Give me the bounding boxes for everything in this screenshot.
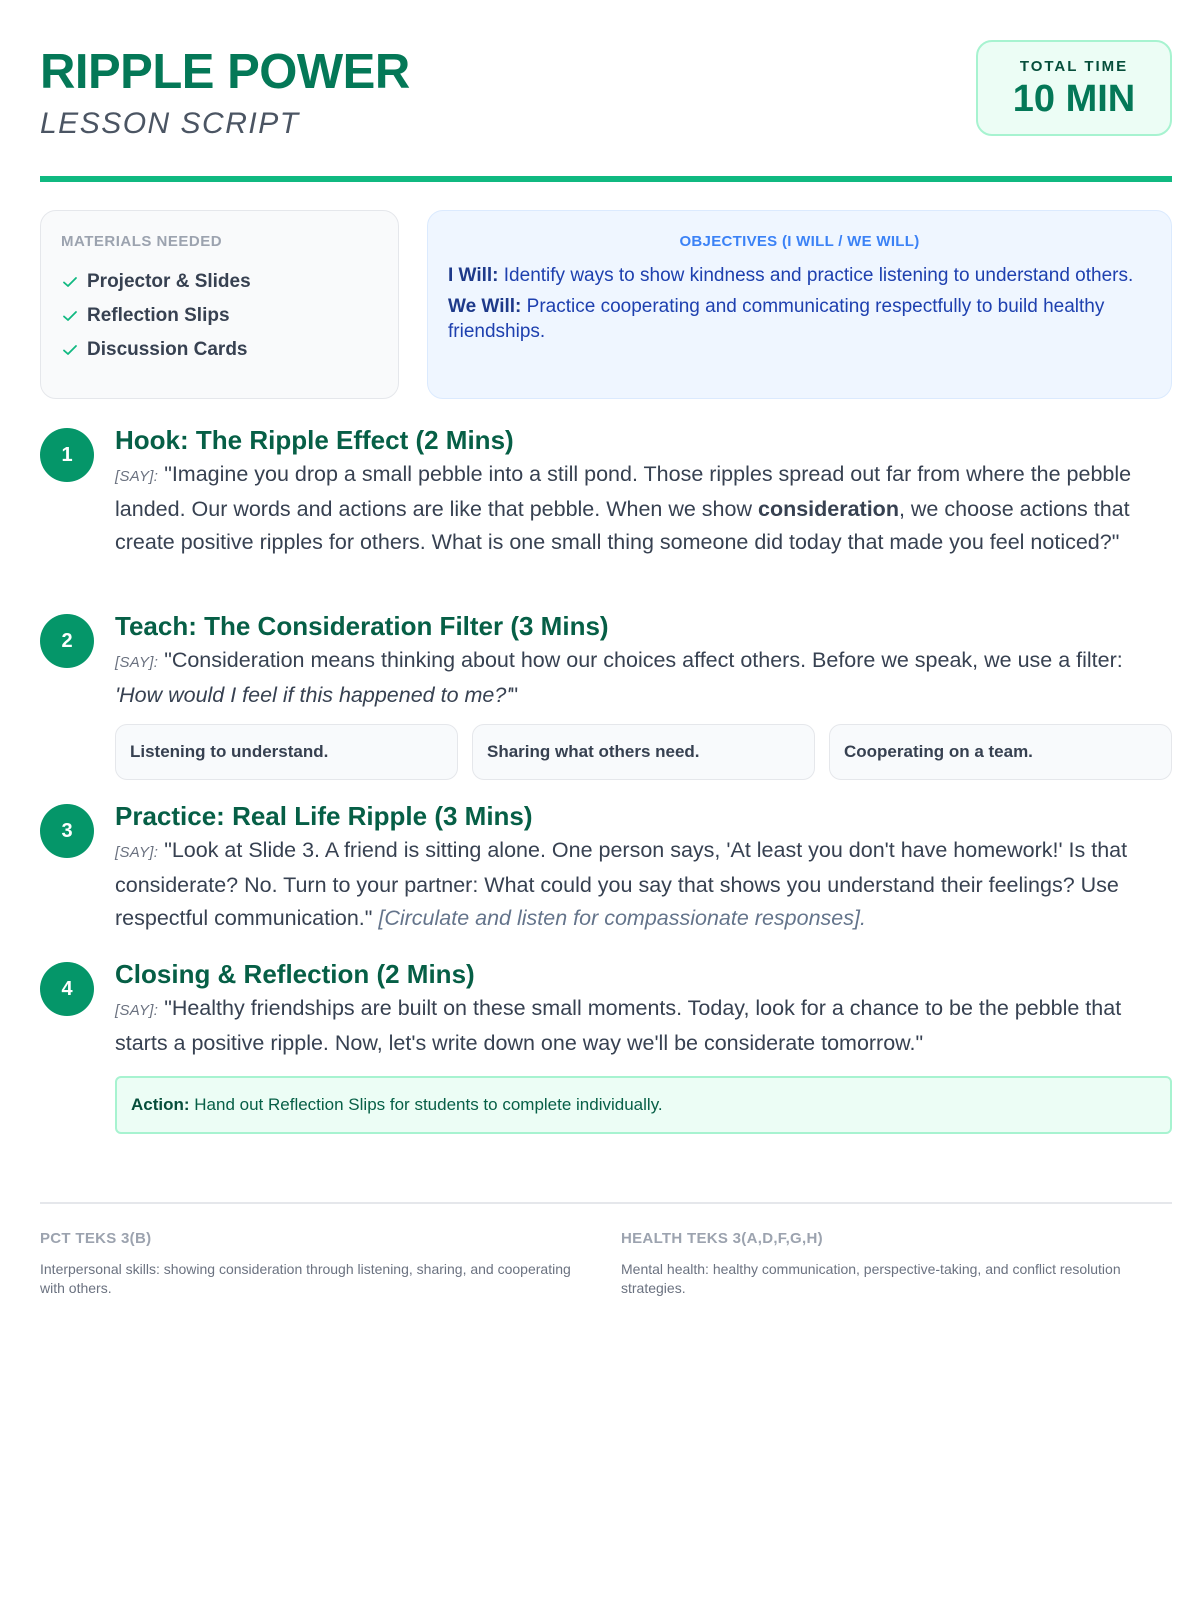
step-number-badge: 3 xyxy=(40,804,94,858)
materials-item xyxy=(61,299,378,333)
script-text: "Imagine you drop a small pebble into a still pond. Those ripples spread out far from where the pebble landed. Our words and actions are like that pebble. When we show xyxy=(115,462,1132,521)
total-time-value: 10 MIN xyxy=(1012,78,1136,120)
script-text: "Healthy friendships are built on these small moments. Today, look for a chance to be the pebble that starts a positive ripple. Now, let's write down one way we'll be considerate tomorrow." xyxy=(115,996,1122,1055)
header xyxy=(40,40,1172,144)
consideration-card: Cooperating on a team. xyxy=(829,724,1172,780)
total-time-label: TOTAL TIME xyxy=(1019,58,1129,75)
say-cue: [SAY]: xyxy=(115,468,159,485)
step-script xyxy=(115,458,1172,559)
i-will-text: Identify ways to show kindness and practice listening to understand others. xyxy=(503,265,1134,286)
standard-description: Interpersonal skills: showing consideration through listening, sharing, and cooperating with others. xyxy=(40,1261,571,1296)
consideration-cards xyxy=(115,724,1172,780)
say-cue: [SAY]: xyxy=(115,1002,159,1019)
key-term: consideration xyxy=(757,497,899,521)
teacher-note: [Circulate and listen for compassionate responses]. xyxy=(378,906,866,930)
step-number-badge: 1 xyxy=(40,428,94,482)
materials-item xyxy=(61,265,378,299)
standard-pct xyxy=(40,1230,590,1298)
action-text: Hand out Reflection Slips for students to complete individually. xyxy=(189,1095,663,1114)
page-title: RIPPLE POWER xyxy=(40,45,410,99)
standard-health xyxy=(621,1230,1171,1298)
materials-item-label: Discussion Cards xyxy=(87,339,248,360)
check-icon xyxy=(61,341,79,359)
step-script xyxy=(115,992,1172,1060)
lesson-page xyxy=(40,0,1172,1600)
action-callout xyxy=(115,1076,1172,1134)
materials-list xyxy=(61,265,378,367)
standard-title: HEALTH TEKS 3(A,D,F,G,H) xyxy=(621,1230,823,1247)
total-time-badge xyxy=(976,40,1172,136)
step-title: Hook: The Ripple Effect (2 Mins) xyxy=(115,425,514,455)
step-script xyxy=(115,644,1172,712)
standard-title: PCT TEKS 3(B) xyxy=(40,1230,152,1247)
script-text: , we choose actions that create positive ripples for others. What is one small thing someone did today that made you feel noticed?" xyxy=(115,497,1130,554)
page-subtitle: LESSON SCRIPT xyxy=(40,107,300,140)
step-body xyxy=(115,800,1172,935)
i-will-objective xyxy=(448,263,1151,288)
header-divider xyxy=(40,176,1172,182)
standard-description: Mental health: healthy communication, perspective-taking, and conflict resolution strategies. xyxy=(621,1261,1121,1296)
say-cue: [SAY]: xyxy=(115,844,159,861)
we-will-objective xyxy=(448,294,1151,344)
action-label: Action: xyxy=(131,1095,190,1114)
objectives-label: OBJECTIVES (I WILL / WE WILL) xyxy=(679,233,920,250)
i-will-label: I Will: xyxy=(448,265,499,286)
script-text: "Consideration means thinking about how our choices affect others. Before we speak, we use a filter: xyxy=(158,648,1123,672)
script-text: "Look at Slide 3. A friend is sitting alone. One person says, 'At least you don't have homework!' Is that considerate? No. Turn to your partner: What could you say that shows you understand their feelings? Use respectful communication." xyxy=(115,838,1128,930)
step-script xyxy=(115,834,1172,935)
step-title: Practice: Real Life Ripple (3 Mins) xyxy=(115,801,533,831)
materials-label: MATERIALS NEEDED xyxy=(61,233,223,250)
step-number-badge: 4 xyxy=(40,962,94,1016)
materials-item-label: Projector & Slides xyxy=(87,271,251,292)
consideration-card: Sharing what others need. xyxy=(472,724,815,780)
check-icon xyxy=(61,273,79,291)
step-title: Closing & Reflection (2 Mins) xyxy=(115,959,475,989)
step-body xyxy=(115,958,1172,1134)
materials-item-label: Reflection Slips xyxy=(87,305,230,326)
step-title: Teach: The Consideration Filter (3 Mins) xyxy=(115,611,609,641)
we-will-text: Practice cooperating and communicating respectfully to build healthy friendships. xyxy=(448,296,1105,342)
consideration-card: Listening to understand. xyxy=(115,724,458,780)
objectives-box xyxy=(427,210,1172,399)
step-body xyxy=(115,610,1172,780)
check-icon xyxy=(61,307,79,325)
we-will-label: We Will: xyxy=(448,296,522,317)
filter-question: 'How would I feel if this happened to me?' xyxy=(115,683,511,707)
materials-item xyxy=(61,333,378,367)
materials-box xyxy=(40,210,399,399)
say-cue: [SAY]: xyxy=(115,654,159,671)
step-body xyxy=(115,424,1172,559)
step-number-badge: 2 xyxy=(40,614,94,668)
footer-divider xyxy=(40,1202,1172,1204)
script-text: " xyxy=(510,683,519,707)
